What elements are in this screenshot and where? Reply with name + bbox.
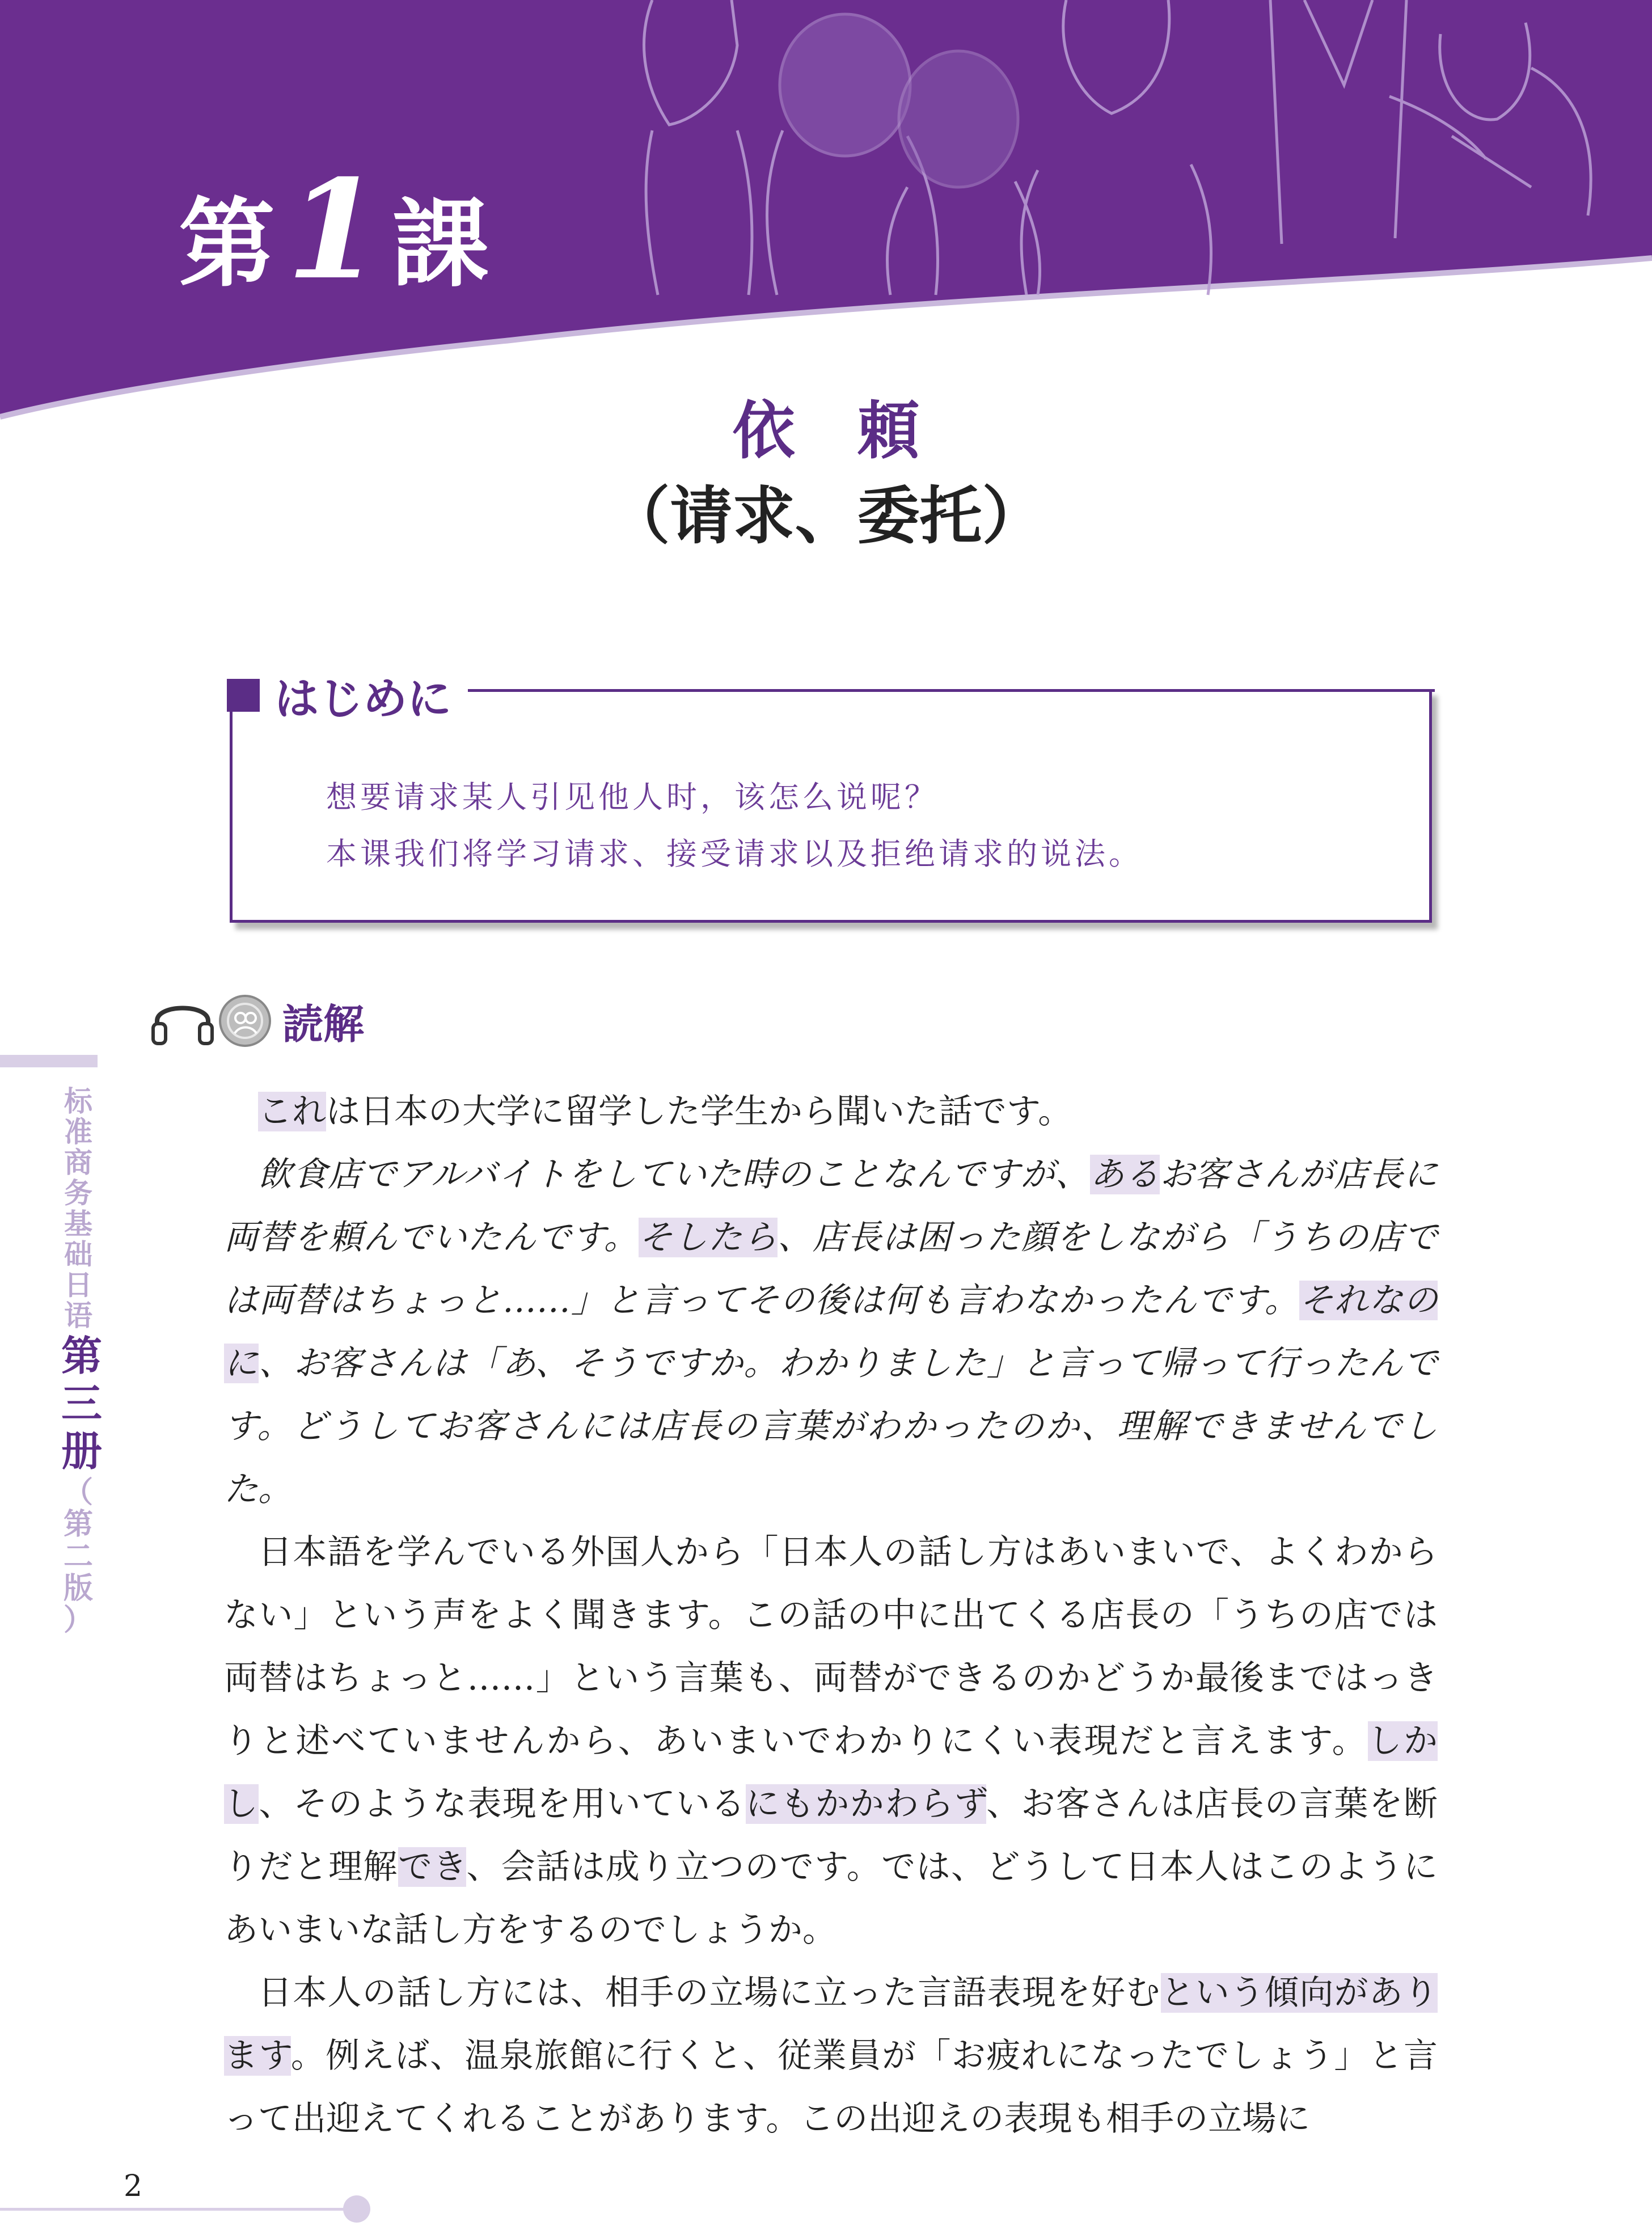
passage-text: 、お客さんは「あ、そうですか。わかりました」と言って帰って行ったんです。どうしてお客さんには店長の言葉がわかったのか、理解できませんでした。 bbox=[224, 1344, 1438, 1509]
passage-text: 。例えば、温泉旅館に行くと、従業員が「お疲れになったでしょう」と言って出迎えてくれることがあります。この出迎えの表現も相手の立場に bbox=[224, 2036, 1438, 2139]
reading-heading bbox=[149, 991, 364, 1050]
edition-label bbox=[61, 1477, 95, 1636]
highlighted-phrase: そしたら bbox=[639, 1218, 778, 1257]
footer-dot-icon bbox=[343, 2195, 370, 2223]
sidebar-char: 三 bbox=[61, 1379, 103, 1427]
lesson-header-banner bbox=[0, 0, 1652, 431]
intro-line-2: 本课我们将学习请求、接受请求以及拒绝请求的说法。 bbox=[326, 836, 1143, 872]
intro-line-1: 想要请求某人引见他人时，该怎么说呢？ bbox=[326, 779, 939, 815]
passage-text: 飲食店でアルバイトをしていた時のことなんですが、 bbox=[258, 1155, 1091, 1194]
passage-text: 、店長は困った顔をしながら「うちの店では両替はちょっと……」と言ってその後は何も言わなかったんです。 bbox=[224, 1218, 1438, 1320]
intro-box bbox=[230, 689, 1432, 923]
sidebar-char: 础 bbox=[64, 1238, 92, 1271]
passage-text: 、お客さんは店長の言葉を断りだと理解 bbox=[224, 1784, 1438, 1887]
book-series-vertical bbox=[61, 1085, 103, 1637]
reading-heading-label: 読解 bbox=[282, 1000, 365, 1048]
highlighted-phrase: しかし bbox=[224, 1721, 1438, 1824]
sidebar-char: 基 bbox=[64, 1207, 92, 1240]
passage-text: 、そのような表現を用いている bbox=[259, 1784, 746, 1824]
passage-paragraph bbox=[224, 1143, 1438, 1521]
passage-text: 日本語を学んでいる外国人から「日本人の話し方はあいまいで、よくわからない」という声をよく聞きます。この話の中に出てくる店長の「うちの店では両替はちょっと……」という言葉も、両替ができるのかどうか最後まではっきりと述べていませんから、あいまいでわかりにくい表現だと言えます。 bbox=[224, 1532, 1438, 1761]
lesson-number-label bbox=[179, 150, 492, 310]
footer-rule bbox=[0, 2208, 352, 2211]
sidebar-char: 版 bbox=[63, 1571, 93, 1606]
passage-text: 日本人の話し方には、相手の立場に立った言語表現を好む bbox=[258, 1973, 1161, 2013]
sidebar-char: 日 bbox=[64, 1269, 92, 1302]
volume-label bbox=[61, 1332, 103, 1475]
sidebar-char: （ bbox=[63, 1476, 93, 1510]
sidebar-char: ） bbox=[63, 1603, 93, 1637]
series-title bbox=[61, 1086, 95, 1331]
passage-text: は日本の大学に留学した学生から聞いた話です。 bbox=[326, 1092, 1072, 1131]
highlighted-phrase: それなのに bbox=[224, 1281, 1438, 1383]
lesson-number: 1 bbox=[286, 150, 384, 310]
sidebar-char: 准 bbox=[64, 1116, 92, 1148]
highlighted-phrase: ある bbox=[1090, 1155, 1160, 1194]
highlighted-phrase: これ bbox=[258, 1092, 326, 1131]
highlighted-phrase: という傾向があります bbox=[224, 1973, 1438, 2076]
passage-text: 、会話は成り立つのです。では、どうして日本人はこのようにあいまいな話し方をするのでしょうか。 bbox=[224, 1847, 1438, 1950]
passage-text: お客さんが店長に両替を頼んでいたんです。 bbox=[224, 1155, 1438, 1257]
sidebar-char: 册 bbox=[61, 1427, 103, 1475]
highlighted-phrase: にもかかわらず bbox=[745, 1784, 987, 1824]
sidebar-char: 务 bbox=[64, 1177, 92, 1210]
passage-paragraph bbox=[224, 1080, 1438, 1143]
side-tab-bar bbox=[0, 1055, 98, 1067]
page-number: 2 bbox=[124, 2169, 143, 2203]
highlighted-phrase: でき bbox=[398, 1847, 467, 1887]
sidebar-char: 语 bbox=[64, 1299, 92, 1332]
passage-paragraph bbox=[224, 1521, 1438, 1962]
sidebar-char: 第 bbox=[63, 1507, 93, 1542]
cd-icon bbox=[217, 992, 273, 1049]
lesson-suffix: 課 bbox=[392, 188, 492, 301]
lesson-title: 依頼 bbox=[732, 395, 982, 467]
sidebar-char: 商 bbox=[64, 1146, 92, 1179]
sidebar-char: 第 bbox=[61, 1332, 103, 1380]
passage-paragraph bbox=[224, 1962, 1438, 2151]
lesson-subtitle: （请求、委托） bbox=[607, 480, 1045, 552]
reading-passage bbox=[224, 1080, 1438, 2151]
sidebar-char: 标 bbox=[64, 1085, 92, 1118]
sidebar-char: 二 bbox=[63, 1539, 93, 1574]
intro-heading-label: はじめに bbox=[274, 674, 452, 725]
lesson-prefix: 第 bbox=[179, 188, 278, 301]
headphones-icon bbox=[149, 992, 217, 1049]
